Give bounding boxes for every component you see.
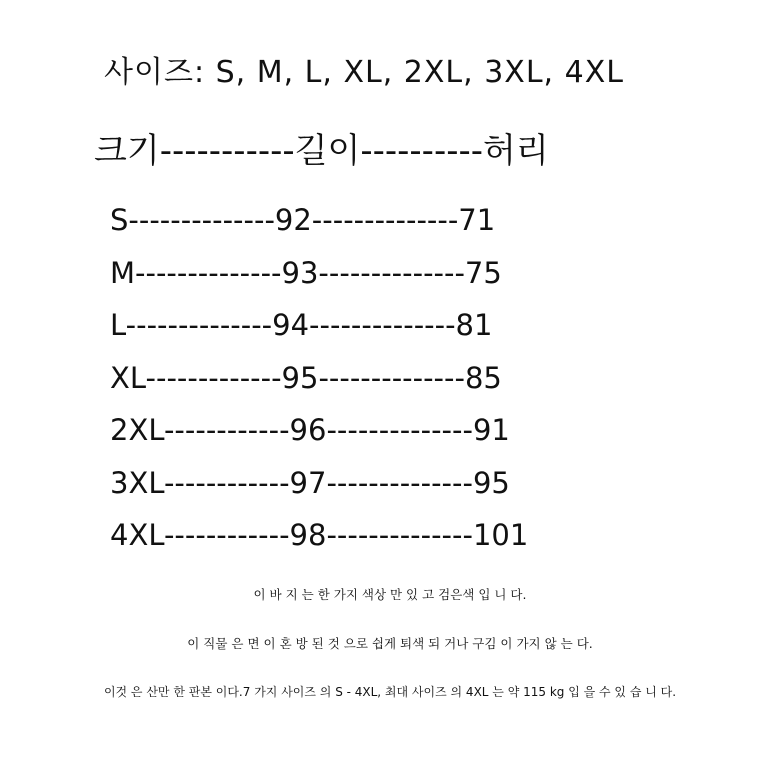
size-table <box>110 194 690 562</box>
table-header: 크기-----------길이----------허리 <box>94 131 549 171</box>
table-row: XL-------------95--------------85 <box>110 360 502 395</box>
table-row: M--------------93--------------75 <box>110 255 502 290</box>
note-fabric: 이 직물 은 면 이 혼 방 된 것 으로 쉽게 퇴색 되 거나 구김 이 가지 않 는 다. <box>187 636 593 651</box>
table-row: S--------------92--------------71 <box>110 203 496 238</box>
table-row: 3XL------------97--------------95 <box>110 465 510 500</box>
note-fit: 이것 은 산만 한 판본 이다.7 가지 사이즈 의 S - 4XL, 최대 사이즈 의 4XL 는 약 115 kg 입 을 수 있 습 니 다. <box>103 685 677 699</box>
sizes-line: 사이즈: S, M, L, XL, 2XL, 3XL, 4XL <box>104 55 624 90</box>
table-row: L--------------94--------------81 <box>110 308 493 343</box>
table-row: 2XL------------96--------------91 <box>110 413 510 448</box>
note-color: 이 바 지 는 한 가지 색상 만 있 고 검은색 입 니 다. <box>253 587 527 602</box>
table-row: 4XL------------98--------------101 <box>110 518 529 553</box>
